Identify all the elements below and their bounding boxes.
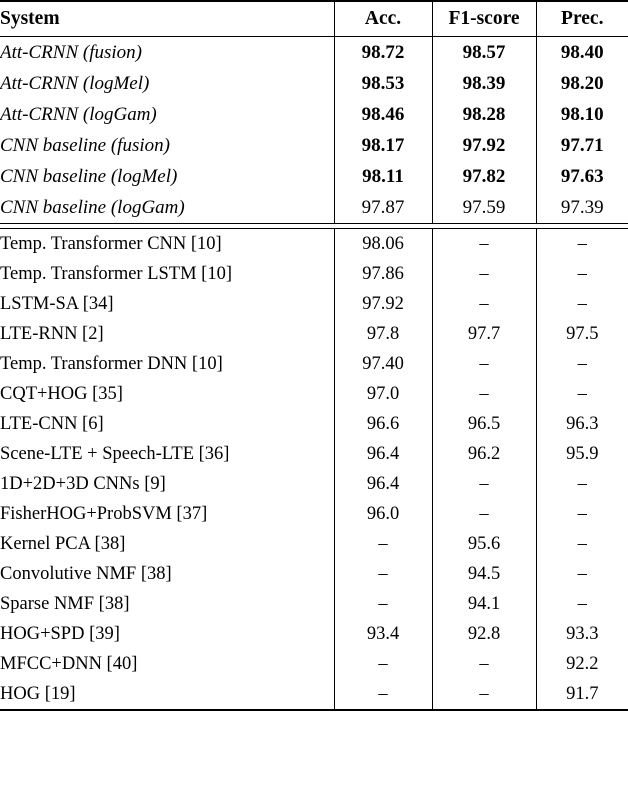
system-name: Temp. Transformer LSTM [10] [0,263,232,284]
table-row [0,289,628,319]
system-name: Kernel PCA [38] [0,533,126,554]
system-name: Att-CRNN (fusion) [0,42,142,63]
acc-value: 97.8 [334,319,432,349]
acc-value: 96.6 [334,409,432,439]
column-header-system: System [0,1,334,36]
f1-value: 98.28 [432,99,536,130]
system-name: Temp. Transformer DNN [10] [0,353,223,374]
f1-value: – [432,379,536,409]
acc-value: – [334,649,432,679]
f1-value: 98.57 [432,37,536,69]
system-name: MFCC+DNN [40] [0,653,138,674]
system-name: HOG [19] [0,679,334,710]
column-header-prec: Prec. [536,1,628,36]
acc-value: 97.87 [334,192,432,223]
table-row [0,37,628,69]
table-row [0,319,628,349]
table-row [0,192,628,223]
acc-value: – [334,589,432,619]
column-header-f1: F1-score [432,1,536,36]
table-row [0,161,628,192]
table-row [0,379,628,409]
prec-value: 91.7 [536,679,628,710]
table-row [0,130,628,161]
table-header-row [0,1,628,36]
system-name: Convolutive NMF [38] [0,563,172,584]
table-row [0,259,628,289]
f1-value: 94.1 [432,589,536,619]
table-row [0,529,628,559]
f1-value: 95.6 [432,529,536,559]
prec-value: – [536,349,628,379]
acc-value: 93.4 [334,619,432,649]
table-row [0,649,628,679]
f1-value: – [432,679,536,710]
system-name: CNN baseline (logGam) [0,197,185,218]
prec-value: 97.39 [536,192,628,223]
acc-value: 96.4 [334,469,432,499]
f1-value: 92.8 [432,619,536,649]
system-name: LTE-CNN [6] [0,413,104,434]
acc-value: 98.11 [334,161,432,192]
system-name: LSTM-SA [34] [0,293,114,314]
f1-value: – [432,289,536,319]
prec-value: – [536,228,628,259]
table-row [0,439,628,469]
system-name: CNN baseline (fusion) [0,135,170,156]
prec-value: 97.63 [536,161,628,192]
column-header-acc: Acc. [334,1,432,36]
acc-value: 97.92 [334,289,432,319]
acc-value: 98.46 [334,99,432,130]
table-row [0,68,628,99]
acc-value: 98.06 [334,228,432,259]
system-name: Att-CRNN (logMel) [0,73,150,94]
acc-value: – [334,529,432,559]
prec-value: 97.71 [536,130,628,161]
prec-value: 98.20 [536,68,628,99]
prec-value: 96.3 [536,409,628,439]
prec-value: 98.10 [536,99,628,130]
prec-value: – [536,379,628,409]
system-name: Att-CRNN (logGam) [0,104,157,125]
system-name: LTE-RNN [2] [0,323,104,344]
f1-value: 97.92 [432,130,536,161]
f1-value: 97.7 [432,319,536,349]
system-name: CQT+HOG [35] [0,383,123,404]
acc-value: 98.53 [334,68,432,99]
prec-value: 92.2 [536,649,628,679]
f1-value: – [432,499,536,529]
system-name: CNN baseline (logMel) [0,166,178,187]
acc-value: 96.4 [334,439,432,469]
acc-value: 96.0 [334,499,432,529]
acc-value: 98.17 [334,130,432,161]
f1-value: 94.5 [432,559,536,589]
f1-value: 96.2 [432,439,536,469]
system-name: FisherHOG+ProbSVM [37] [0,503,208,524]
acc-value: – [334,559,432,589]
table-row [0,409,628,439]
system-name: HOG+SPD [39] [0,623,120,644]
acc-value: – [334,679,432,710]
system-name: Sparse NMF [38] [0,593,130,614]
system-name: 1D+2D+3D CNNs [9] [0,473,166,494]
prec-value: 95.9 [536,439,628,469]
f1-value: 97.59 [432,192,536,223]
f1-value: 96.5 [432,409,536,439]
prec-value: – [536,559,628,589]
prec-value: 93.3 [536,619,628,649]
acc-value: 97.40 [334,349,432,379]
prec-value: – [536,289,628,319]
acc-value: 98.72 [334,37,432,69]
prec-value: – [536,589,628,619]
prec-value: 98.40 [536,37,628,69]
f1-value: 98.39 [432,68,536,99]
f1-value: – [432,228,536,259]
acc-value: 97.0 [334,379,432,409]
table-row [0,349,628,379]
prec-value: – [536,529,628,559]
f1-value: – [432,259,536,289]
system-name: Temp. Transformer CNN [10] [0,233,222,254]
prec-value: – [536,259,628,289]
prec-value: – [536,499,628,529]
table-row [0,228,628,259]
prec-value: – [536,469,628,499]
f1-value: 97.82 [432,161,536,192]
f1-value: – [432,349,536,379]
table-row [0,619,628,649]
f1-value: – [432,469,536,499]
acc-value: 97.86 [334,259,432,289]
table-row [0,99,628,130]
system-name: Scene-LTE + Speech-LTE [36] [0,443,230,464]
prec-value: 97.5 [536,319,628,349]
table-row [0,559,628,589]
table-row [0,499,628,529]
f1-value: – [432,649,536,679]
table-row [0,589,628,619]
table-row [0,679,628,710]
table-body [0,1,628,710]
table-row [0,469,628,499]
